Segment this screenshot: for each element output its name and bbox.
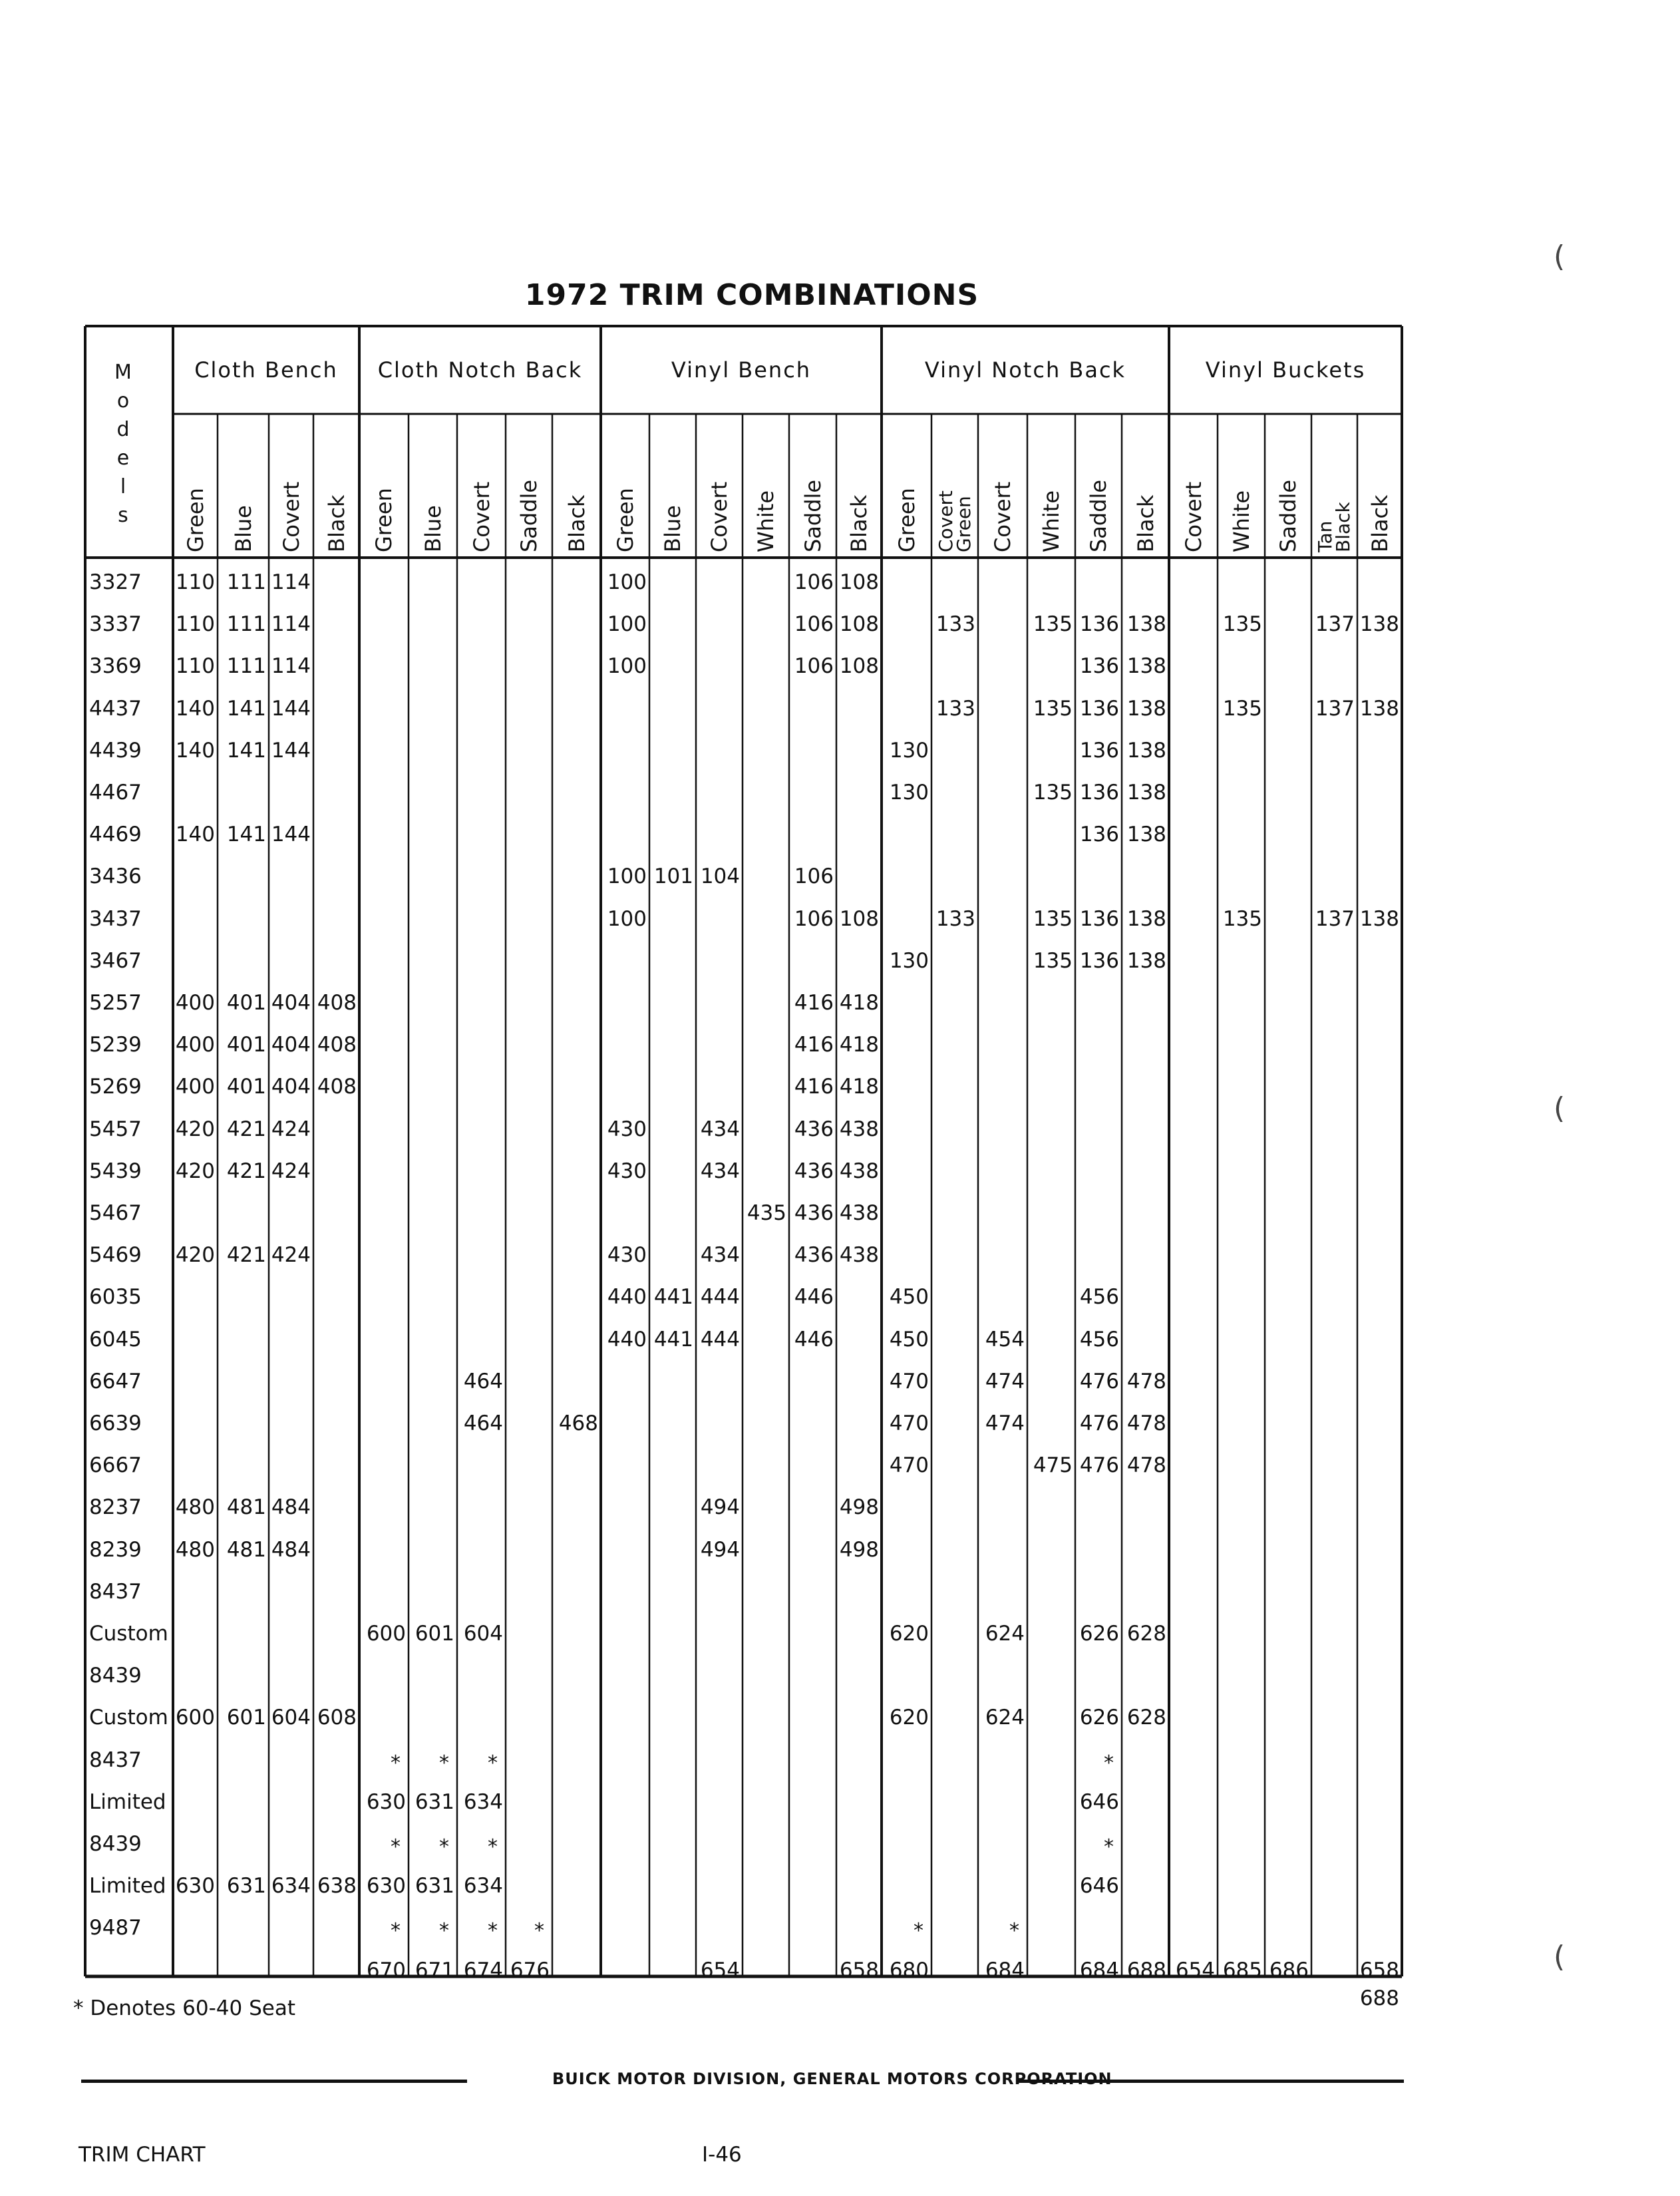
trim-code: 481 xyxy=(226,1495,266,1520)
trim-code: 474 xyxy=(985,1369,1025,1393)
seat-note-star: * xyxy=(391,1751,401,1775)
trim-code: 135 xyxy=(1033,612,1073,637)
model-label: Limited xyxy=(89,1874,166,1899)
trim-code: 494 xyxy=(700,1537,740,1562)
color-header: Blue xyxy=(230,505,256,552)
trim-code: 424 xyxy=(271,1117,311,1141)
trim-code: 450 xyxy=(889,1285,929,1310)
trim-code: 654 xyxy=(700,1958,740,1982)
trim-code: 138 xyxy=(1359,696,1399,721)
trim-code: 420 xyxy=(175,1159,215,1183)
trim-code: 440 xyxy=(607,1285,647,1310)
trim-code: 671 xyxy=(415,1958,454,1982)
trim-code: 416 xyxy=(794,1033,834,1057)
trim-code: 101 xyxy=(653,864,693,889)
trim-code: 434 xyxy=(700,1159,740,1183)
trim-code: 476 xyxy=(1079,1453,1119,1478)
seat-note-star: * xyxy=(534,1919,544,1943)
model-label: 6647 xyxy=(89,1369,142,1393)
trim-code: 601 xyxy=(415,1622,454,1646)
trim-code: 138 xyxy=(1126,738,1166,763)
trim-code: 135 xyxy=(1222,696,1262,721)
trim-code: 418 xyxy=(839,991,879,1015)
group-name: Vinyl Bench xyxy=(671,357,812,383)
trim-code: 670 xyxy=(366,1958,406,1982)
trim-code: 434 xyxy=(700,1117,740,1141)
trim-code: 484 xyxy=(271,1495,311,1520)
model-label: 8239 xyxy=(89,1537,142,1562)
trim-code: 454 xyxy=(985,1327,1025,1352)
color-header: White xyxy=(1228,490,1254,552)
trim-code: 634 xyxy=(271,1874,311,1899)
trim-code: 421 xyxy=(226,1243,266,1268)
trim-code: 436 xyxy=(794,1243,834,1268)
trim-code: 140 xyxy=(175,696,215,721)
trim-code: 106 xyxy=(794,906,834,931)
trim-code: 104 xyxy=(700,864,740,889)
color-header: Green xyxy=(182,488,208,552)
trim-code: 436 xyxy=(794,1201,834,1225)
trim-code: 620 xyxy=(889,1622,929,1646)
trim-code: 438 xyxy=(839,1159,879,1183)
model-label: 5269 xyxy=(89,1075,142,1099)
color-header: Tan Black xyxy=(1314,502,1354,552)
trim-code: 436 xyxy=(794,1159,834,1183)
trim-code: 400 xyxy=(175,1033,215,1057)
trim-code: 684 xyxy=(985,1958,1025,1982)
group-name: Vinyl Notch Back xyxy=(924,357,1126,383)
trim-code: 634 xyxy=(463,1874,503,1899)
trim-code: 100 xyxy=(607,612,647,637)
trim-code: 136 xyxy=(1079,823,1119,847)
color-header: White xyxy=(1039,490,1064,552)
trim-code: 110 xyxy=(175,612,215,637)
seat-note-star: * xyxy=(439,1835,449,1859)
trim-code: 135 xyxy=(1033,781,1073,805)
trim-code: 114 xyxy=(271,654,311,679)
trim-code: 137 xyxy=(1315,906,1355,931)
trim-code: 421 xyxy=(226,1117,266,1141)
model-label: 8439 xyxy=(89,1664,142,1688)
trim-code: 136 xyxy=(1079,612,1119,637)
trim-code: 100 xyxy=(607,570,647,594)
trim-code: 498 xyxy=(839,1495,879,1520)
trim-code: 133 xyxy=(935,612,975,637)
trim-code: 484 xyxy=(271,1537,311,1562)
trim-code: 138 xyxy=(1126,654,1166,679)
color-header: Covert xyxy=(990,481,1015,552)
trim-code: 108 xyxy=(839,906,879,931)
trim-code: 110 xyxy=(175,654,215,679)
model-label: 5467 xyxy=(89,1201,142,1225)
trim-code: 108 xyxy=(839,612,879,637)
color-header: Blue xyxy=(420,505,446,552)
trim-code: 436 xyxy=(794,1117,834,1141)
models-header-letter: l xyxy=(120,475,126,498)
model-label: 6639 xyxy=(89,1411,142,1435)
trim-code: 135 xyxy=(1033,696,1073,721)
models-header-letter: e xyxy=(116,447,130,470)
trim-code: 468 xyxy=(558,1411,598,1435)
trim-code: 434 xyxy=(700,1243,740,1268)
trim-code: 106 xyxy=(794,570,834,594)
trim-code: 111 xyxy=(226,612,266,637)
models-header-letter: d xyxy=(116,418,130,441)
trim-code: 420 xyxy=(175,1243,215,1268)
model-label: 3467 xyxy=(89,948,142,973)
trim-code: 108 xyxy=(839,570,879,594)
seat-note-star: * xyxy=(1104,1751,1114,1775)
trim-code: 140 xyxy=(175,738,215,763)
trim-code: 138 xyxy=(1126,781,1166,805)
trim-code: 470 xyxy=(889,1369,929,1393)
color-header: Covert xyxy=(707,481,732,552)
trim-code: 130 xyxy=(889,738,929,763)
color-header: Black xyxy=(1132,494,1158,552)
model-label: 3337 xyxy=(89,612,142,637)
group-name: Cloth Notch Back xyxy=(377,357,583,383)
page-edge-mark: ( xyxy=(1554,1091,1566,1125)
trim-code: 600 xyxy=(175,1706,215,1730)
seat-note-star: * xyxy=(439,1919,449,1943)
trim-code: 685 xyxy=(1222,1958,1262,1982)
trim-code: 420 xyxy=(175,1117,215,1141)
color-header: Black xyxy=(846,494,872,552)
trim-code: 144 xyxy=(271,823,311,847)
trim-code: 138 xyxy=(1126,612,1166,637)
trim-code: 654 xyxy=(1175,1958,1215,1982)
trim-code: 480 xyxy=(175,1537,215,1562)
trim-code: 480 xyxy=(175,1495,215,1520)
trim-code: 100 xyxy=(607,654,647,679)
trim-code: 416 xyxy=(794,1075,834,1099)
trim-code: 630 xyxy=(366,1789,406,1814)
color-header: Black xyxy=(323,494,349,552)
models-header-letter: o xyxy=(116,389,130,413)
trim-code: 631 xyxy=(415,1874,454,1899)
seat-note-star: * xyxy=(391,1835,401,1859)
trim-code: 674 xyxy=(463,1958,503,1982)
trim-code: 424 xyxy=(271,1243,311,1268)
trim-code: 106 xyxy=(794,864,834,889)
seat-note-star: * xyxy=(1009,1919,1019,1943)
color-header: Covert xyxy=(1180,481,1206,552)
trim-code: 106 xyxy=(794,654,834,679)
trim-code: 138 xyxy=(1359,906,1399,931)
trim-code: 620 xyxy=(889,1706,929,1730)
model-label: 4467 xyxy=(89,781,142,805)
trim-code: 456 xyxy=(1079,1285,1119,1310)
model-label: Limited xyxy=(89,1789,166,1814)
trim-code: 435 xyxy=(747,1201,786,1225)
color-header: Saddle xyxy=(800,479,826,552)
footer-page: I-46 xyxy=(702,2143,742,2167)
page-edge-mark: ( xyxy=(1554,240,1566,274)
model-label: 8437 xyxy=(89,1747,142,1772)
trim-code: 418 xyxy=(839,1033,879,1057)
trim-code: 401 xyxy=(226,1033,266,1057)
trim-code: 441 xyxy=(653,1327,693,1352)
model-label: 5239 xyxy=(89,1033,142,1057)
trim-code: 646 xyxy=(1079,1789,1119,1814)
trim-code: 600 xyxy=(366,1622,406,1646)
page-title: 1972 TRIM COMBINATIONS xyxy=(524,278,979,312)
trim-code: 684 xyxy=(1079,1958,1119,1982)
color-header: Blue xyxy=(660,505,685,552)
trim-code: 404 xyxy=(271,1075,311,1099)
color-header: Black xyxy=(564,494,589,552)
trim-code: 440 xyxy=(607,1327,647,1352)
trim-code: 135 xyxy=(1033,906,1073,931)
trim-code: 110 xyxy=(175,570,215,594)
trim-code: 140 xyxy=(175,823,215,847)
model-label: 4439 xyxy=(89,738,142,763)
model-label: 3369 xyxy=(89,654,142,679)
trim-code: 631 xyxy=(415,1789,454,1814)
trim-code: 401 xyxy=(226,1075,266,1099)
trim-code: 481 xyxy=(226,1537,266,1562)
trim-code: 438 xyxy=(839,1243,879,1268)
models-header-letter: s xyxy=(118,504,128,527)
trim-code: 498 xyxy=(839,1537,879,1562)
model-label: 3436 xyxy=(89,864,142,889)
trim-code: 604 xyxy=(271,1706,311,1730)
color-header: Saddle xyxy=(1275,479,1301,552)
trim-code: 646 xyxy=(1079,1874,1119,1899)
trim-code: 478 xyxy=(1126,1369,1166,1393)
trim-code: 626 xyxy=(1079,1706,1119,1730)
group-name: Vinyl Buckets xyxy=(1205,357,1366,383)
trim-code: 133 xyxy=(935,696,975,721)
trim-code: 136 xyxy=(1079,738,1119,763)
model-label: 6667 xyxy=(89,1453,142,1478)
trim-code: 138 xyxy=(1126,696,1166,721)
trim-code: 680 xyxy=(889,1958,929,1982)
trim-code: 686 xyxy=(1269,1958,1309,1982)
trim-code: 138 xyxy=(1126,948,1166,973)
model-label: 5469 xyxy=(89,1243,142,1268)
footer-rule-left xyxy=(81,2080,467,2083)
seat-note-star: * xyxy=(488,1751,498,1775)
trim-code: 100 xyxy=(607,906,647,931)
color-header: Green xyxy=(371,488,397,552)
trim-code: 476 xyxy=(1079,1411,1119,1435)
model-label: 6035 xyxy=(89,1285,142,1310)
trim-code: 464 xyxy=(463,1369,503,1393)
trim-code: 676 xyxy=(510,1958,550,1982)
page-edge-mark: ( xyxy=(1554,1940,1566,1974)
trim-code: 628 xyxy=(1126,1706,1166,1730)
trim-code: 400 xyxy=(175,1075,215,1099)
model-label: 6045 xyxy=(89,1327,142,1352)
trim-code: 141 xyxy=(226,823,266,847)
footer-corporation: BUICK MOTOR DIVISION, GENERAL MOTORS CORPORATION xyxy=(552,2070,1112,2088)
trim-code: 401 xyxy=(226,991,266,1015)
model-label: 3327 xyxy=(89,570,142,594)
trim-code: 464 xyxy=(463,1411,503,1435)
trim-code: 624 xyxy=(985,1706,1025,1730)
trim-code: 450 xyxy=(889,1327,929,1352)
model-label: Custom xyxy=(89,1706,168,1730)
trim-code: 608 xyxy=(317,1706,357,1730)
model-label: 5439 xyxy=(89,1159,142,1183)
color-header: Green xyxy=(612,488,638,552)
trim-code: 478 xyxy=(1126,1411,1166,1435)
trim-code: 136 xyxy=(1079,696,1119,721)
trim-code: 446 xyxy=(794,1285,834,1310)
color-header: Covert xyxy=(468,481,494,552)
trim-code: 430 xyxy=(607,1117,647,1141)
trim-code: 476 xyxy=(1079,1369,1119,1393)
trim-code: 438 xyxy=(839,1117,879,1141)
trim-code: 137 xyxy=(1315,612,1355,637)
trim-code: 604 xyxy=(463,1622,503,1646)
trim-code: 438 xyxy=(839,1201,879,1225)
trim-code: 136 xyxy=(1079,781,1119,805)
trim-code: 638 xyxy=(317,1874,357,1899)
trim-code: 108 xyxy=(839,654,879,679)
trim-code: 630 xyxy=(175,1874,215,1899)
trim-code: 136 xyxy=(1079,948,1119,973)
trim-code: 136 xyxy=(1079,654,1119,679)
trim-code: 456 xyxy=(1079,1327,1119,1352)
trim-code: 408 xyxy=(317,1075,357,1099)
trim-code: 144 xyxy=(271,696,311,721)
trim-code: 100 xyxy=(607,864,647,889)
trim-code: 416 xyxy=(794,991,834,1015)
trim-code: 408 xyxy=(317,991,357,1015)
trim-code: 444 xyxy=(700,1285,740,1310)
color-header: Saddle xyxy=(516,479,542,552)
trim-code: 404 xyxy=(271,1033,311,1057)
seat-note-star: * xyxy=(488,1835,498,1859)
trim-code: 634 xyxy=(463,1789,503,1814)
trim-code: 478 xyxy=(1126,1453,1166,1478)
trim-code: 141 xyxy=(226,738,266,763)
trim-code: 658 xyxy=(1359,1958,1399,1982)
trim-code: 444 xyxy=(700,1327,740,1352)
trim-code: 430 xyxy=(607,1243,647,1268)
trim-code: 628 xyxy=(1126,1622,1166,1646)
trim-code: 114 xyxy=(271,570,311,594)
trim-code: 688 xyxy=(1359,1986,1399,2010)
trim-code: 470 xyxy=(889,1453,929,1478)
trim-code: 430 xyxy=(607,1159,647,1183)
color-header: Black xyxy=(1367,494,1393,552)
trim-code: 130 xyxy=(889,781,929,805)
trim-code: 601 xyxy=(226,1706,266,1730)
trim-code: 135 xyxy=(1222,906,1262,931)
trim-code: 114 xyxy=(271,612,311,637)
color-header: Covert Green xyxy=(934,490,975,552)
trim-code: 135 xyxy=(1033,948,1073,973)
trim-code: 137 xyxy=(1315,696,1355,721)
color-header: Covert xyxy=(278,481,304,552)
trim-code: 475 xyxy=(1033,1453,1073,1478)
model-label: 4437 xyxy=(89,696,142,721)
trim-code: 408 xyxy=(317,1033,357,1057)
trim-code: 494 xyxy=(700,1495,740,1520)
model-label: 8437 xyxy=(89,1579,142,1604)
trim-code: 424 xyxy=(271,1159,311,1183)
seat-note-star: * xyxy=(488,1919,498,1943)
trim-code: 418 xyxy=(839,1075,879,1099)
model-label: 5457 xyxy=(89,1117,142,1141)
footnote: * Denotes 60-40 Seat xyxy=(73,1996,295,2020)
model-label: 8237 xyxy=(89,1495,142,1520)
model-label: 3437 xyxy=(89,906,142,931)
trim-code: 441 xyxy=(653,1285,693,1310)
trim-code: 688 xyxy=(1126,1958,1166,1982)
trim-code: 130 xyxy=(889,948,929,973)
seat-note-star: * xyxy=(914,1919,924,1943)
trim-code: 400 xyxy=(175,991,215,1015)
color-header: White xyxy=(753,490,778,552)
trim-code: 630 xyxy=(366,1874,406,1899)
trim-code: 133 xyxy=(935,906,975,931)
trim-code: 658 xyxy=(839,1958,879,1982)
models-header-letter: M xyxy=(114,361,132,384)
model-label: 4469 xyxy=(89,823,142,847)
trim-code: 136 xyxy=(1079,906,1119,931)
trim-code: 138 xyxy=(1126,823,1166,847)
color-header: Saddle xyxy=(1086,479,1111,552)
trim-code: 138 xyxy=(1126,906,1166,931)
model-label: 9487 xyxy=(89,1916,142,1940)
model-label: Custom xyxy=(89,1622,168,1646)
trim-code: 111 xyxy=(226,570,266,594)
trim-code: 626 xyxy=(1079,1622,1119,1646)
trim-code: 631 xyxy=(226,1874,266,1899)
trim-code: 470 xyxy=(889,1411,929,1435)
trim-code: 624 xyxy=(985,1622,1025,1646)
trim-code: 138 xyxy=(1359,612,1399,637)
footer-left: TRIM CHART xyxy=(79,2143,206,2167)
trim-code: 446 xyxy=(794,1327,834,1352)
trim-code: 141 xyxy=(226,696,266,721)
color-header: Green xyxy=(894,488,920,552)
seat-note-star: * xyxy=(391,1919,401,1943)
trim-code: 111 xyxy=(226,654,266,679)
group-name: Cloth Bench xyxy=(194,357,338,383)
trim-code: 106 xyxy=(794,612,834,637)
trim-code: 404 xyxy=(271,991,311,1015)
trim-code: 474 xyxy=(985,1411,1025,1435)
seat-note-star: * xyxy=(439,1751,449,1775)
trim-code: 144 xyxy=(271,738,311,763)
trim-code: 135 xyxy=(1222,612,1262,637)
seat-note-star: * xyxy=(1104,1835,1114,1859)
model-label: 5257 xyxy=(89,991,142,1015)
trim-code: 421 xyxy=(226,1159,266,1183)
model-label: 8439 xyxy=(89,1832,142,1856)
